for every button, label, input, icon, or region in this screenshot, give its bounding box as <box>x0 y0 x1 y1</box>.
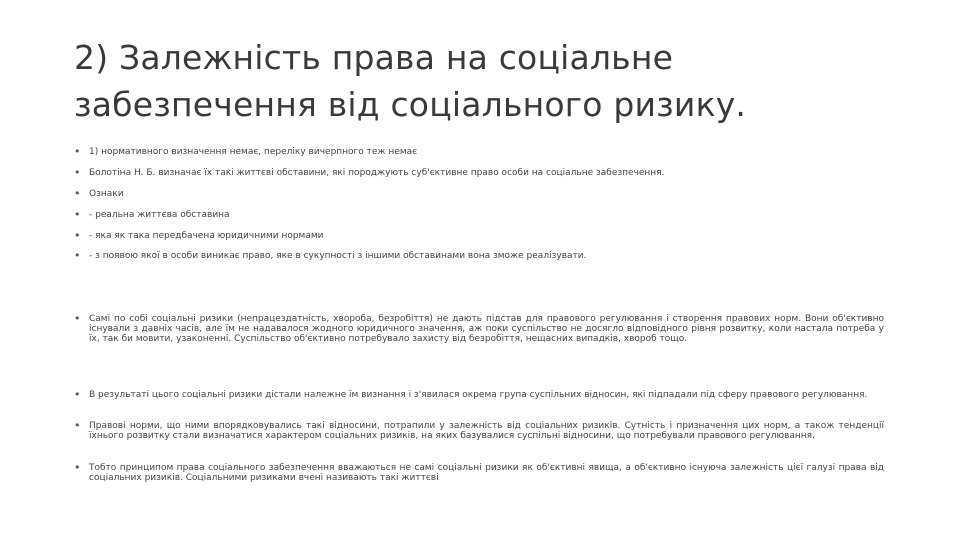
bullet-dot: • <box>74 208 81 221</box>
bullet-dot: • <box>74 229 81 242</box>
bullet-text: В результаті цього соціальні ризики дістали належне їм визнання і з'явилася окрема група суспільних відносин, які підпадали під сферу правового регулювання. <box>89 390 868 400</box>
bullet-text: 1) нормативного визначення немає, переліку вичерпного теж немає <box>89 147 418 157</box>
bullet-item <box>74 390 884 400</box>
title-line-1: 2) Залежність права на соціальне <box>74 38 674 77</box>
bullet-text: Тобто принципом права соціального забезпечення вважаються не самі соціальні ризики як об'єктивні явища, а об'єктивно існуюча залежність цієї галузі права від соціальних ризиків. Соціальними ризиками вчені називають такі життєві <box>89 463 884 483</box>
bullet-item <box>74 314 884 344</box>
bullet-item <box>74 168 884 178</box>
bullet-text: - з появою якої в особи виникає право, яке в сукупності з іншими обставинами вона зможе реалізувати. <box>89 251 587 261</box>
bullet-item <box>74 251 884 261</box>
bullet-dot: • <box>74 166 81 179</box>
bullet-item <box>74 147 884 157</box>
bullet-item <box>74 189 884 199</box>
bullet-text: Ознаки <box>89 189 124 199</box>
bullet-item <box>74 463 884 483</box>
bullet-text: - реальна життєва обставина <box>89 210 230 220</box>
bullet-dot: • <box>74 461 81 474</box>
bullet-text: Самі по собі соціальні ризики (непрацездатність, хвороба, безробіття) не дають підстав для правового регулювання і створення правових норм. Вони об'єктивно існували з давніх часів, але їм не надавалося жодного юридичного значення, аж поки суспільство не досягло відповідного рівня розвитку, коли настала потреба у їх, так би мовити, узаконенні. Суспільство об'єктивно потребувало захисту від безробіття, нещасних випадків, хвороб тощо. <box>89 314 884 344</box>
bullet-text: Правові норми, що ними впорядковувались такі відносини, потрапили у залежність від соціальних ризиків. Сутність і призначення цих норм, а також тенденції їхнього розвитку стали визначатися характером соціальних ризиків, на яких базувалися суспільні відносини, що потребували правового регулювання. <box>89 421 884 441</box>
bullet-text: - яка як така передбачена юридичними нормами <box>89 231 324 241</box>
bullet-item <box>74 231 884 241</box>
bullet-dot: • <box>74 419 81 432</box>
title-line-2: забезпечення від соціального ризику. <box>74 85 747 124</box>
bullet-dot: • <box>74 145 81 158</box>
bullet-item <box>74 210 884 220</box>
bullet-item <box>74 421 884 441</box>
bullet-dot: • <box>74 187 81 200</box>
slide-title <box>74 34 894 128</box>
bullet-dot: • <box>74 388 81 401</box>
bullet-dot: • <box>74 312 81 325</box>
bullet-text: Болотіна Н. Б. визначає їх такі життєві обставини, які породжують суб'єктивне право особи на соціальне забезпечення. <box>89 168 665 178</box>
bullet-dot: • <box>74 249 81 262</box>
